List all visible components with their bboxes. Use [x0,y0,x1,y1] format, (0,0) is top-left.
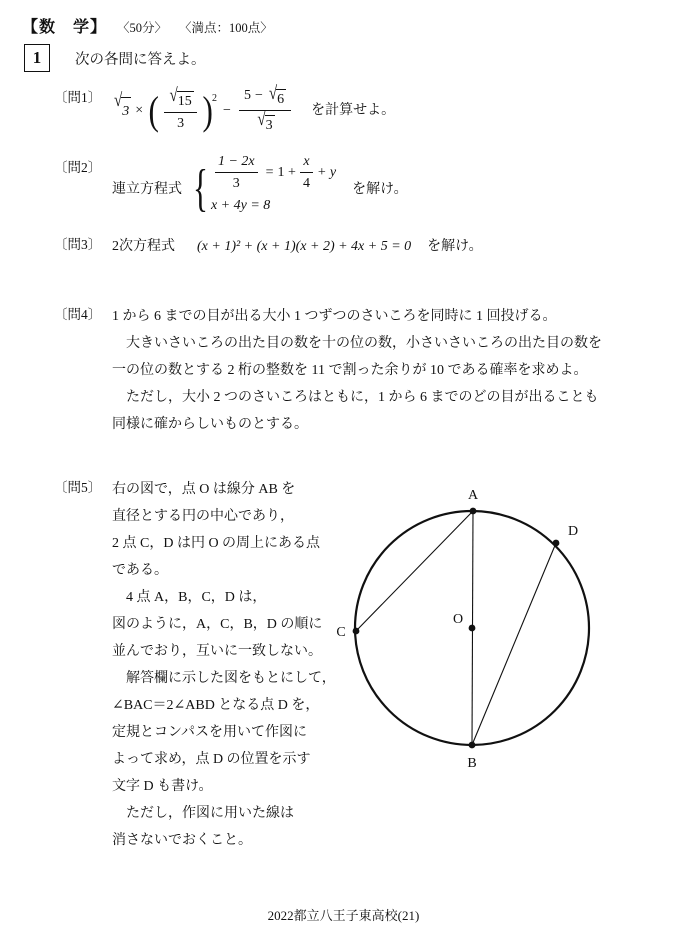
point-a-marker [470,508,477,515]
problem-5-line: 解答欄に示した図をもとにして， [126,671,336,686]
problem-4-line: ただし，大小 2 つのさいころはともに，1 から 6 までのどの目が出ることも [126,390,599,405]
label-o: O [452,612,464,627]
exponent-two: 2 [212,93,218,104]
problem-4-line: 1 から 6 までの目が出る大小 1 つずつのさいころを同時に 1 回投げる。 [112,309,557,324]
problem-1 [54,86,395,135]
problem-5-tag: 〔問5〕 [54,480,102,495]
problem-5-line: 文字 D も書け。 [112,779,213,794]
problem-3-tag: 〔問3〕 [54,237,102,252]
problem-1-tag: 〔問1〕 [54,90,102,105]
problem-5-line: ∠BAC＝2∠ABD となる点 D を， [112,698,320,713]
subject-title: 【数 学】 [22,19,108,36]
fraction-5minusroot6-over-root3: 5 − √ 6 √ 3 [239,86,291,135]
problem-5-line: 図のように，A，C，B，D の順に [112,617,323,632]
problem-4-line: 一の位の数とする 2 桁の整数を 11 で割った余りが 10 である確率を求めよ。 [112,363,588,378]
right-paren: ) [202,87,213,133]
problem-3-label: 2次方程式 [112,239,175,254]
problem-5-line: よって求め，点 D の位置を示す [112,752,311,767]
exam-header [22,14,273,37]
question-number-box: 1 [24,44,50,72]
segment-db [472,543,556,745]
problem-2-label: 連立方程式 [112,181,182,197]
problem-3-equation: (x + 1)² + (x + 1)(x + 2) + 4x + 5 = 0 [197,239,412,254]
point-d-marker [553,540,560,547]
problem-4-body [112,303,602,438]
point-o-marker [469,625,476,632]
point-c-marker [353,628,360,635]
problem-1-tail: を計算せよ。 [311,103,396,118]
problem-5-body [112,476,336,854]
problem-5-line: 2 点 C，D は円 O の周上にある点 [112,536,321,551]
label-b: B [467,756,477,771]
problem-2-tag: 〔問2〕 [54,160,102,175]
problem-5-line: 並んでおり，互いに一致しない。 [112,644,322,659]
circle-diagram-svg [330,480,660,780]
problem-5-line: である。 [112,563,168,578]
minus-operator: − [223,103,231,118]
problem-4-tag: 〔問4〕 [54,307,102,322]
problem-4-line: 同様に確からしいものとする。 [112,417,308,432]
problem-4-line: 大きいさいころの出た目の数を十の位の数，小さいさいころの出た目の数を [126,336,602,351]
fraction-root15-over-3: √ 15 3 [164,88,196,133]
circle-diagram [330,480,660,780]
problem-5-line: 定規とコンパスを用いて作図に [112,725,308,740]
problem-3-tail: を解け。 [427,239,483,254]
system-equation-1: $\frac{1 - 2x}{3}$ = 1 + $\frac{x}{4}$ + y [211,156,336,189]
exam-max-score: 〈満点：100点〉 [179,21,273,35]
question-instruction: 次の各問に答えよ。 [75,51,206,68]
problem-5-line: 直径とする円の中心であり， [112,509,294,524]
label-a: A [467,488,479,503]
point-b-marker [469,742,476,749]
page-footer: 2022都立八王子東高校(21) [267,908,420,923]
problem-1-expression [112,86,395,135]
system-brace: { [192,160,208,218]
system-equation-2: x + 4y = 8 [210,198,271,213]
problem-5 [54,476,336,854]
problem-5-line: 4 点 A，B，C，D は， [126,590,267,605]
problem-4 [54,303,602,438]
left-paren: ( [148,87,160,133]
equation-system [188,156,336,222]
times-operator: × [135,103,144,118]
problem-5-line: 右の図で，点 O は線分 AB を [112,482,296,497]
exam-duration: 〈50分〉 [117,21,168,35]
problem-2 [54,156,408,222]
question-number-row [24,44,206,72]
label-d: D [567,524,579,539]
problem-3 [54,233,483,260]
problem-5-line: 消さないでおくこと。 [112,833,252,848]
sqrt-3: √ 3 [112,96,131,125]
label-c: C [336,625,346,640]
problem-2-tail: を解け。 [352,181,408,197]
problem-5-line: ただし，作図に用いた線は [126,806,294,821]
